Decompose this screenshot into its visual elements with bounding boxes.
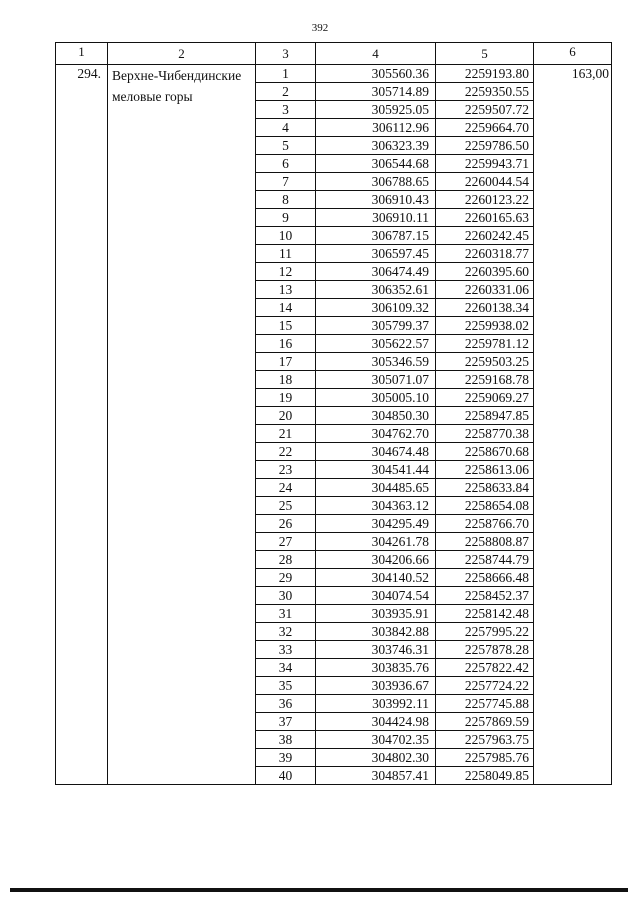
- coordinate-y: 2257995.22: [436, 623, 534, 641]
- coordinate-y: 2258654.08: [436, 497, 534, 515]
- coordinate-x: 303835.76: [316, 659, 436, 677]
- coordinate-y: 2260331.06: [436, 281, 534, 299]
- point-number: 28: [256, 551, 316, 569]
- point-number: 23: [256, 461, 316, 479]
- coordinate-x: 304261.78: [316, 533, 436, 551]
- point-number: 33: [256, 641, 316, 659]
- coordinate-y: 2259168.78: [436, 371, 534, 389]
- coordinate-x: 304674.48: [316, 443, 436, 461]
- coordinate-y: 2260138.34: [436, 299, 534, 317]
- bottom-rule: [10, 888, 628, 892]
- point-number: 27: [256, 533, 316, 551]
- coordinate-y: 2259193.80: [436, 65, 534, 83]
- coordinate-y: 2257878.28: [436, 641, 534, 659]
- record-name: Верхне-Чибендинские меловые горы: [108, 65, 256, 785]
- point-number: 10: [256, 227, 316, 245]
- coordinate-x: 304541.44: [316, 461, 436, 479]
- header-col-5: 5: [436, 43, 534, 65]
- record-number: 294.: [56, 65, 108, 785]
- coordinate-x: 306112.96: [316, 119, 436, 137]
- coordinate-y: 2258666.48: [436, 569, 534, 587]
- coordinate-x: 306787.15: [316, 227, 436, 245]
- coordinate-x: 303935.91: [316, 605, 436, 623]
- coordinate-x: 304206.66: [316, 551, 436, 569]
- point-number: 5: [256, 137, 316, 155]
- coordinate-y: 2259507.72: [436, 101, 534, 119]
- coordinate-y: 2259943.71: [436, 155, 534, 173]
- coordinate-x: 305799.37: [316, 317, 436, 335]
- header-col-6: 6: [534, 43, 612, 65]
- point-number: 22: [256, 443, 316, 461]
- coordinate-x: 305071.07: [316, 371, 436, 389]
- point-number: 7: [256, 173, 316, 191]
- coordinate-y: 2259786.50: [436, 137, 534, 155]
- header-col-2: 2: [108, 43, 256, 65]
- coordinate-y: 2259503.25: [436, 353, 534, 371]
- coordinate-y: 2260242.45: [436, 227, 534, 245]
- point-number: 11: [256, 245, 316, 263]
- coordinate-y: 2258744.79: [436, 551, 534, 569]
- coordinate-x: 305925.05: [316, 101, 436, 119]
- coordinate-y: 2259664.70: [436, 119, 534, 137]
- coordinate-x: 304802.30: [316, 749, 436, 767]
- coordinate-x: 306910.11: [316, 209, 436, 227]
- coordinate-y: 2258808.87: [436, 533, 534, 551]
- coordinate-y: 2258142.48: [436, 605, 534, 623]
- coordinate-y: 2258613.06: [436, 461, 534, 479]
- table-body: [56, 43, 612, 785]
- coordinate-y: 2257745.88: [436, 695, 534, 713]
- header-col-3: 3: [256, 43, 316, 65]
- point-number: 30: [256, 587, 316, 605]
- coordinate-y: 2260165.63: [436, 209, 534, 227]
- point-number: 18: [256, 371, 316, 389]
- point-number: 39: [256, 749, 316, 767]
- coordinate-y: 2258452.37: [436, 587, 534, 605]
- coordinate-x: 305346.59: [316, 353, 436, 371]
- point-number: 35: [256, 677, 316, 695]
- coordinate-x: 306544.68: [316, 155, 436, 173]
- point-number: 20: [256, 407, 316, 425]
- coordinate-x: 304363.12: [316, 497, 436, 515]
- point-number: 37: [256, 713, 316, 731]
- page-number: 392: [311, 22, 329, 34]
- coordinate-y: 2259350.55: [436, 83, 534, 101]
- record-area: 163,00: [534, 65, 612, 785]
- table-row: [56, 65, 612, 83]
- coordinate-y: 2260395.60: [436, 263, 534, 281]
- coordinate-x: 303746.31: [316, 641, 436, 659]
- coordinate-y: 2260044.54: [436, 173, 534, 191]
- coordinate-x: 304424.98: [316, 713, 436, 731]
- point-number: 31: [256, 605, 316, 623]
- coordinate-y: 2258049.85: [436, 767, 534, 785]
- header-col-4: 4: [316, 43, 436, 65]
- coordinate-y: 2259781.12: [436, 335, 534, 353]
- coordinate-x: 305560.36: [316, 65, 436, 83]
- point-number: 8: [256, 191, 316, 209]
- point-number: 1: [256, 65, 316, 83]
- point-number: 19: [256, 389, 316, 407]
- coordinate-x: 304762.70: [316, 425, 436, 443]
- point-number: 14: [256, 299, 316, 317]
- point-number: 16: [256, 335, 316, 353]
- point-number: 6: [256, 155, 316, 173]
- point-number: 21: [256, 425, 316, 443]
- point-number: 24: [256, 479, 316, 497]
- coordinate-y: 2259938.02: [436, 317, 534, 335]
- coordinate-x: 306788.65: [316, 173, 436, 191]
- coordinate-x: 306323.39: [316, 137, 436, 155]
- coordinate-x: 303842.88: [316, 623, 436, 641]
- coordinate-x: 303936.67: [316, 677, 436, 695]
- point-number: 29: [256, 569, 316, 587]
- coordinate-x: 306910.43: [316, 191, 436, 209]
- coordinate-x: 304850.30: [316, 407, 436, 425]
- point-number: 13: [256, 281, 316, 299]
- coordinate-x: 306474.49: [316, 263, 436, 281]
- coordinate-y: 2257724.22: [436, 677, 534, 695]
- coordinate-x: 304140.52: [316, 569, 436, 587]
- coordinate-y: 2257985.76: [436, 749, 534, 767]
- coordinate-x: 304295.49: [316, 515, 436, 533]
- coordinate-x: 306352.61: [316, 281, 436, 299]
- point-number: 25: [256, 497, 316, 515]
- coordinate-x: 304074.54: [316, 587, 436, 605]
- point-number: 9: [256, 209, 316, 227]
- coordinate-y: 2260318.77: [436, 245, 534, 263]
- point-number: 17: [256, 353, 316, 371]
- point-number: 32: [256, 623, 316, 641]
- point-number: 40: [256, 767, 316, 785]
- coordinate-x: 304485.65: [316, 479, 436, 497]
- point-number: 15: [256, 317, 316, 335]
- coordinate-x: 306597.45: [316, 245, 436, 263]
- point-number: 26: [256, 515, 316, 533]
- coordinate-y: 2257822.42: [436, 659, 534, 677]
- coordinate-x: 304702.35: [316, 731, 436, 749]
- point-number: 4: [256, 119, 316, 137]
- point-number: 38: [256, 731, 316, 749]
- coordinate-x: 305714.89: [316, 83, 436, 101]
- coordinate-y: 2258947.85: [436, 407, 534, 425]
- coordinate-x: 304857.41: [316, 767, 436, 785]
- coordinate-y: 2258633.84: [436, 479, 534, 497]
- coordinate-x: 303992.11: [316, 695, 436, 713]
- coordinate-x: 305005.10: [316, 389, 436, 407]
- table-header-row: [56, 43, 612, 65]
- coordinate-y: 2259069.27: [436, 389, 534, 407]
- coordinate-x: 306109.32: [316, 299, 436, 317]
- point-number: 34: [256, 659, 316, 677]
- coordinates-table: [55, 42, 612, 785]
- coordinate-y: 2257869.59: [436, 713, 534, 731]
- header-col-1: 1: [56, 43, 108, 65]
- coordinate-y: 2258670.68: [436, 443, 534, 461]
- point-number: 3: [256, 101, 316, 119]
- coordinate-y: 2260123.22: [436, 191, 534, 209]
- point-number: 36: [256, 695, 316, 713]
- point-number: 12: [256, 263, 316, 281]
- coordinate-x: 305622.57: [316, 335, 436, 353]
- point-number: 2: [256, 83, 316, 101]
- coordinate-y: 2258766.70: [436, 515, 534, 533]
- coordinate-y: 2258770.38: [436, 425, 534, 443]
- coordinate-y: 2257963.75: [436, 731, 534, 749]
